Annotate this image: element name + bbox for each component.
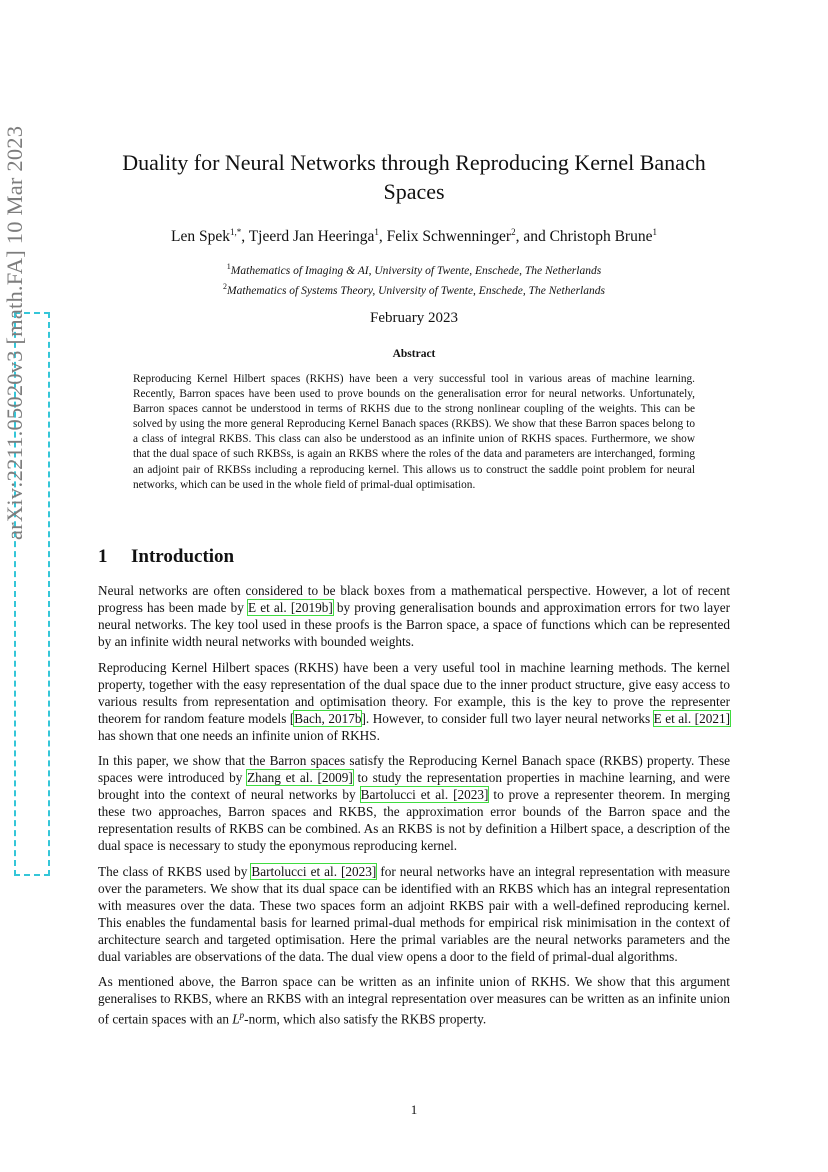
author-name: Christoph Brune (549, 228, 653, 246)
paragraph (98, 582, 730, 650)
math-superscript: p (239, 1010, 245, 1020)
citation-link[interactable]: Bartolucci et al. [2023] (251, 863, 377, 879)
citation-year: 2023 (457, 787, 485, 802)
author-separator: , and (515, 228, 550, 246)
author-separator: , (241, 228, 249, 246)
citation-link[interactable]: E et al. [2021] (653, 710, 731, 726)
author-name: Len Spek (171, 228, 230, 246)
citation-author: Bartolucci et al. (360, 787, 449, 802)
affiliation-text: Mathematics of Imaging & AI, University of Twente, Enschede, The Netherlands (230, 264, 602, 277)
text-run: Reproducing Kernel Hilbert spaces (RKHS) have been a very useful tool in machine learning methods. The kernel property, together with the easy representation of the dual space due to the inner product structure, give easy access to various results from representation and optimisation theory. For example, this is the key to prove the representer theorem for random feature models (98, 659, 730, 726)
citation-author: Zhang et al. (247, 770, 313, 785)
citation-author: Bartolucci et al. (251, 863, 338, 879)
body-text (98, 582, 730, 1036)
publication-date: February 2023 (370, 310, 458, 326)
title-line-2: Spaces (383, 179, 445, 204)
affiliation-mark: 1 (226, 262, 231, 271)
citation-year: 2021 (699, 710, 726, 726)
citation-year: 2009 (321, 770, 349, 785)
citation-author: E et al. (248, 600, 287, 615)
title-line-1: Duality for Neural Networks through Reproducing Kernel Banach (122, 150, 706, 175)
affiliation-mark: 2 (223, 281, 228, 291)
paragraph: Reproducing Kernel Hilbert spaces (RKHS) have been a very useful tool in machine learning methods. The kernel property, together with the easy representation of the dual space due to the inner product structure, give easy access to various results from representation and optimisation theory. For example, this is the key to prove the representer theorem for random feature models [Bach, 2017b]. However, to consider full two layer neural networks E et al. [2021] has shown that one needs an infinite union of RKHS. (98, 659, 731, 743)
citation-link[interactable]: Bach, 2017b (294, 710, 362, 726)
citation-author: Bach (294, 710, 322, 726)
citation-link[interactable]: Zhang et al. [2009] (247, 770, 353, 785)
affiliation-line (90, 259, 738, 279)
paragraph (98, 863, 730, 965)
arxiv-identifier: arXiv:2211.05020v3 [math.FA] 10 Mar 2023 (2, 125, 27, 540)
citation-link[interactable]: E et al. [2019b] (248, 600, 333, 615)
section-number: 1 (98, 546, 108, 567)
text-run: has shown that one needs an infinite union of RKHS. (98, 727, 380, 743)
paper-title (90, 148, 738, 206)
math-symbol: L (232, 1011, 240, 1027)
citation-link[interactable]: Bartolucci et al. [2023] (360, 787, 489, 802)
text-run: Neural networks are often considered to be black boxes from a mathematical perspective. However, a lot of recent progress has been made by (98, 583, 730, 615)
text-run: . However, to consider full two layer neural networks (365, 710, 654, 726)
author-affiliation-mark: 1,* (229, 227, 242, 237)
abstract-heading: Abstract (392, 348, 436, 360)
text-run: In this paper, we show that the Barron spaces satisfy the Reproducing Kernel Banach space (RKBS) property. These spaces were introduced by (98, 753, 730, 785)
section-title: Introduction (131, 546, 235, 567)
author-affiliation-mark: 2 (511, 227, 516, 237)
section-heading (98, 546, 234, 568)
abstract-text: Reproducing Kernel Hilbert spaces (RKHS) have been a very successful tool in various areas of machine learning. Recently, Barron spaces have been used to prove bounds on the generalisation error for neural networks. Unfortunately, Barron spaces cannot be understood in terms of RKHS due to the strong nonlinear coupling of the weights. This can be solved by using the more general Reproducing Kernel Banach spaces (RKBS). We show that these Barron spaces belong to a class of integral RKBS. This class can also be understood as an infinite union of RKHS spaces. Furthermore, we show that the dual space of such RKBSs, is again an RKBS where the roles of the data and parameters are interchanged, forming an adjoint pair of RKBSs including a reproducing kernel. This allows us to construct the saddle point problem for neural networks, which can be used in the whole field of primal-dual optimisation. (133, 373, 695, 491)
citation-year: 2023 (345, 863, 372, 879)
affiliations (90, 259, 738, 299)
author-name: Felix Schwenninger (386, 228, 512, 246)
text-run: The class of RKBS used by (98, 863, 252, 879)
page-number: 1 (410, 1102, 418, 1117)
author-affiliation-mark: 1 (374, 227, 379, 237)
author-list (90, 227, 738, 246)
author-affiliation-mark: 1 (652, 227, 657, 237)
paragraph (98, 752, 730, 854)
text-run: to study the representation properties in machine learning, and were brought into the context of neural networks by (98, 770, 730, 802)
author-name: Tjeerd Jan Heeringa (248, 228, 375, 246)
text-run: by proving generalisation bounds and approximation errors for two layer neural networks. The key tool used in these proofs is the Barron space, a space of functions which can be represented by an infinite width neural networks with bounded weights. (98, 600, 730, 649)
author-separator: , (378, 228, 387, 246)
paragraph (98, 973, 730, 1027)
text-run: to prove a representer theorem. In merging these two approaches, Barron spaces and RKBS, the approximation error bounds of the Barron space and the representation results of RKBS can be combined. As an RKBS is not by definition a Hilbert space, a description of the dual space is necessary to study the eponymous reproducing kernel. (98, 787, 730, 853)
citation-author: E et al. (653, 710, 692, 726)
text-run: -norm, which also satisfy the RKBS property. (244, 1011, 487, 1027)
citation-year: 2017b (328, 710, 362, 726)
affiliation-line (90, 279, 738, 299)
text-run: for neural networks have an integral representation with measure over the parameters. We show that its dual space can be identified with an RKBS which has an integral representation with measures over the data. These two spaces form an adjoint RKBS pair with a well-defined reproducing kernel. This enables the fundamental basis for learned primal-dual methods for empirical risk minimisation in the context of architecture search and targeted optimisation. Here the primal variables are the neural networks parameters and the dual variables are observations of the data. The dual view opens a door to the field of primal-dual algorithms. (98, 863, 731, 964)
citation-year: 2019b (295, 600, 329, 615)
text-run: As mentioned above, the Barron space can be written as an infinite union of RKHS. We show that this argument generalises to RKBS, where an RKBS with an integral representation over measures can be written as an infinite union of certain spaces with an (98, 974, 730, 1027)
affiliation-text: Mathematics of Systems Theory, University of Twente, Enschede, The Netherlands (227, 284, 605, 297)
